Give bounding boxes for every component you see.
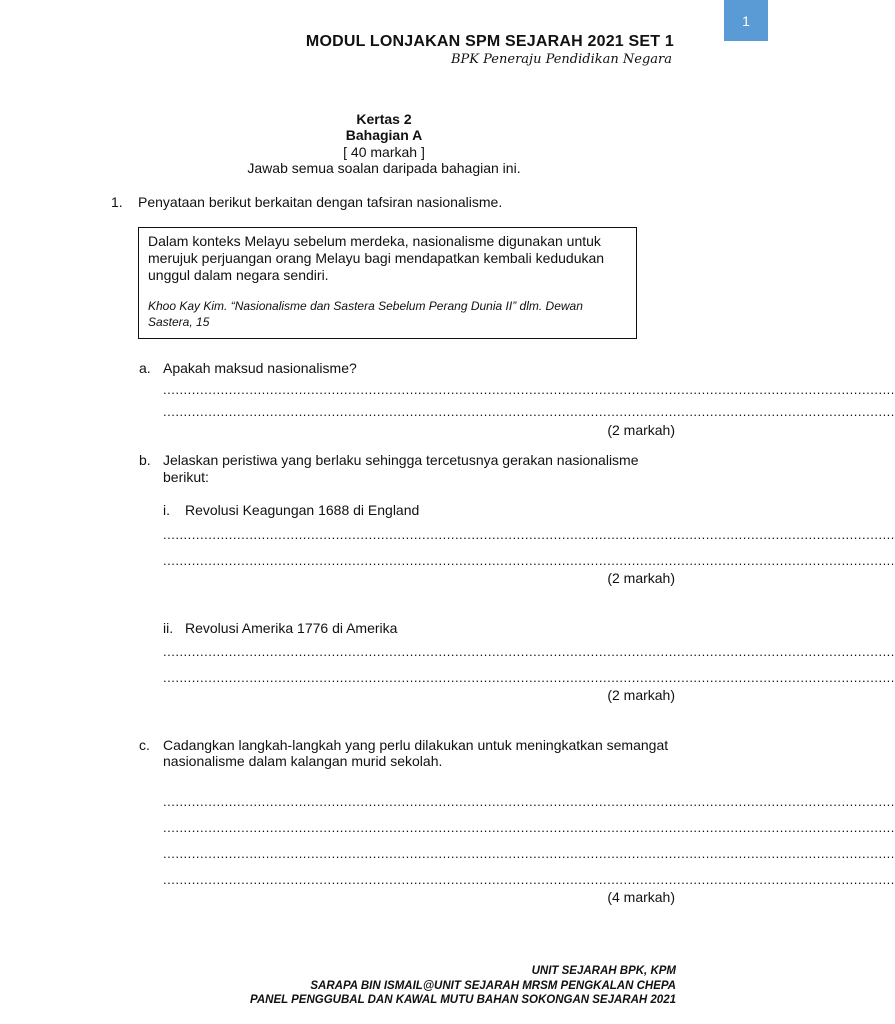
- source-line: Sastera, 15: [148, 315, 210, 329]
- page-number-badge: 1: [724, 0, 768, 41]
- quote-source: [148, 298, 628, 330]
- total-marks: [ 40 markah ]: [343, 144, 425, 160]
- section-instruction: Jawab semua soalan daripada bahagian ini.: [247, 160, 521, 176]
- module-title: MODUL LONJAKAN SPM SEJARAH 2021 SET 1: [305, 33, 674, 50]
- quote-text: [148, 233, 628, 284]
- source-quote-box: [138, 227, 637, 339]
- part-b-question-line1: Jelaskan peristiwa yang berlaku sehingga tercetusnya gerakan nasionalisme: [163, 452, 639, 468]
- answer-line[interactable]: ..................................................................................................................................................................................: [163, 794, 895, 809]
- part-c-question-line2: nasionalisme dalam kalangan murid sekolah.: [163, 753, 443, 769]
- part-b-ii-text: Revolusi Amerika 1776 di Amerika: [185, 620, 398, 636]
- source-line: Khoo Kay Kim. “Nasionalisme dan Sastera Sebelum Perang Dunia II” dlm. Dewan: [148, 299, 583, 313]
- answer-line[interactable]: ..................................................................................................................................................................................: [163, 644, 895, 659]
- paper-label: Kertas 2: [356, 111, 412, 127]
- part-a-label: a.: [139, 360, 151, 376]
- module-subtitle: BPK Peneraju Pendidikan Negara: [451, 52, 672, 67]
- part-c-marks: (4 markah): [607, 889, 675, 905]
- quote-line: Dalam konteks Melayu sebelum merdeka, nasionalisme digunakan untuk: [148, 233, 601, 249]
- footer-panel: PANEL PENGGUBAL DAN KAWAL MUTU BAHAN SOKONGAN SEJARAH 2021: [250, 994, 676, 1006]
- answer-line[interactable]: ..................................................................................................................................................................................: [163, 670, 895, 685]
- part-b-ii-label: ii.: [163, 620, 174, 636]
- answer-line[interactable]: ..................................................................................................................................................................................: [163, 527, 895, 542]
- part-b-ii-marks: (2 markah): [607, 687, 675, 703]
- part-c-label: c.: [139, 737, 150, 753]
- part-c-question-line1: Cadangkan langkah-langkah yang perlu dilakukan untuk meningkatkan semangat: [163, 737, 669, 753]
- answer-line[interactable]: ..................................................................................................................................................................................: [163, 404, 895, 419]
- answer-line[interactable]: ..................................................................................................................................................................................: [163, 382, 895, 397]
- part-a-question: Apakah maksud nasionalisme?: [163, 360, 357, 376]
- part-b-i-label: i.: [163, 502, 170, 518]
- part-a-marks: (2 markah): [607, 422, 675, 438]
- answer-line[interactable]: ..................................................................................................................................................................................: [163, 846, 895, 861]
- answer-line[interactable]: ..................................................................................................................................................................................: [163, 872, 895, 887]
- footer-author: SARAPA BIN ISMAIL@UNIT SEJARAH MRSM PENGKALAN CHEPA: [310, 980, 676, 992]
- quote-line: merujuk perjuangan orang Melayu bagi mendapatkan kembali kedudukan: [148, 250, 605, 266]
- part-b-label: b.: [139, 452, 151, 468]
- section-label: Bahagian A: [345, 127, 423, 143]
- footer-unit: UNIT SEJARAH BPK, KPM: [531, 965, 676, 977]
- part-b-question-line2: berikut:: [163, 469, 209, 485]
- answer-line[interactable]: ..................................................................................................................................................................................: [163, 820, 895, 835]
- question-number: 1.: [111, 194, 123, 210]
- part-b-i-marks: (2 markah): [607, 570, 675, 586]
- answer-line[interactable]: ..................................................................................................................................................................................: [163, 553, 895, 568]
- question-stem: Penyataan berikut berkaitan dengan tafsiran nasionalisme.: [138, 194, 503, 210]
- part-b-i-text: Revolusi Keagungan 1688 di England: [185, 502, 420, 518]
- quote-line: unggul dalam negara sendiri.: [148, 267, 329, 283]
